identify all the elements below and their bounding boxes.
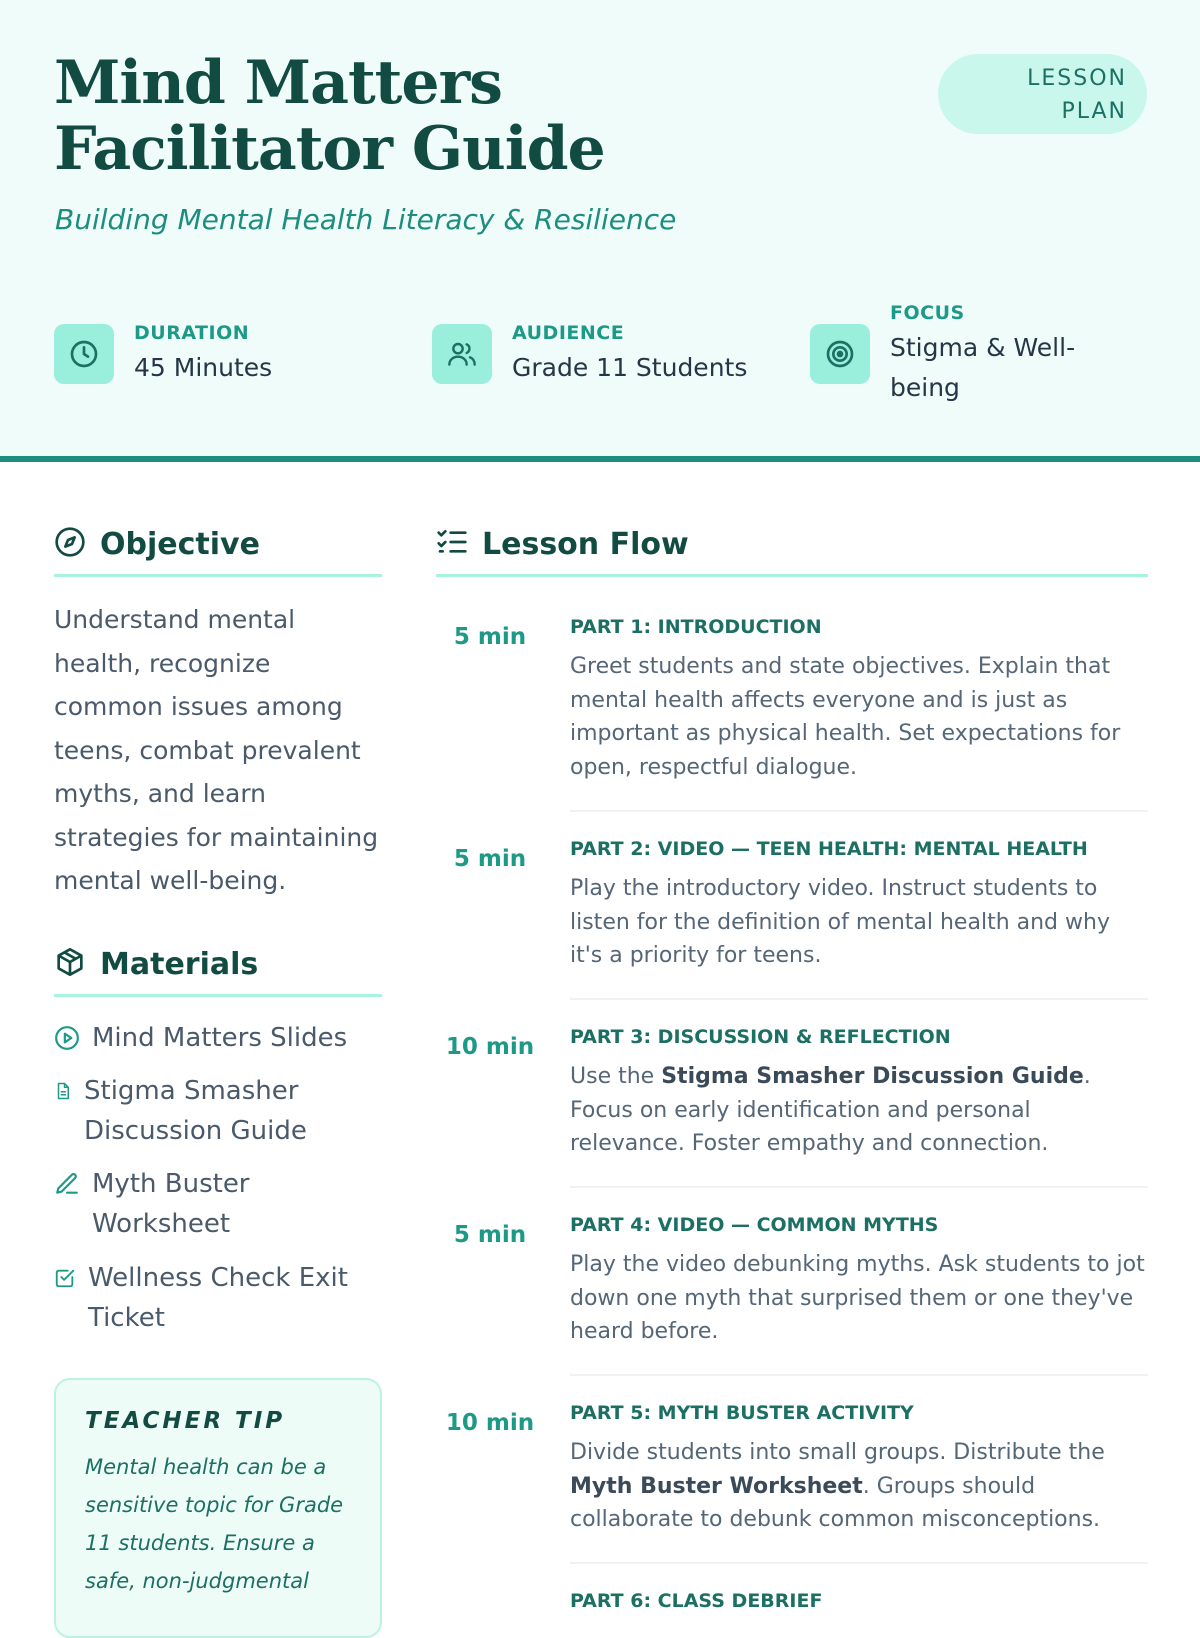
step-description: Greet students and state objectives. Explain that mental health affects everyone and is just as important as physical health. Set expectations for open, respectful dialogue. [570, 654, 1121, 780]
material-label: Stigma Smasher Discussion Guide [84, 1076, 307, 1146]
duration-value: 45 Minutes [134, 353, 273, 382]
step-title: PART 2: VIDEO — TEEN HEALTH: MENTAL HEALTH [570, 838, 1088, 860]
page-title: Mind Matters Facilitator Guide [54, 48, 605, 184]
lesson-plan-badge [938, 54, 1147, 134]
material-label: Wellness Check Exit Ticket [88, 1263, 348, 1333]
step-title: PART 1: INTRODUCTION [570, 616, 822, 638]
checkbox-icon [54, 1258, 78, 1298]
material-label: Myth Buster Worksheet [92, 1169, 250, 1239]
step-time: 5 min [453, 1222, 527, 1248]
badge-line-2: PLAN [1061, 99, 1127, 124]
materials-heading [54, 944, 258, 984]
package-icon [54, 946, 86, 982]
audience-label: AUDIENCE [512, 322, 625, 344]
header-banner [0, 0, 1200, 462]
step-divider [570, 998, 1148, 1000]
step-title: PART 6: CLASS DEBRIEF [570, 1590, 823, 1612]
step-time: 10 min [445, 1410, 535, 1436]
focus-label: FOCUS [890, 302, 965, 324]
teacher-tip-text: Mental health can be a sensitive topic for Grade 11 students. Ensure a safe, non-judgmental [85, 1455, 344, 1593]
step-description: Play the introductory video. Instruct students to listen for the definition of mental health and why it's a priority for teens. [570, 876, 1110, 968]
audience-value: Grade 11 Students [512, 353, 748, 382]
step-divider [570, 810, 1148, 812]
material-item [54, 1164, 292, 1244]
badge-line-1: LESSON [1027, 66, 1127, 91]
objective-heading-text: Objective [100, 526, 260, 562]
document-icon [54, 1071, 74, 1111]
step-title: PART 3: DISCUSSION & REFLECTION [570, 1026, 951, 1048]
step-description: Divide students into small groups. Distribute the Myth Buster Worksheet. Groups should collaborate to debunk common misconceptions. [570, 1440, 1105, 1532]
material-label: Mind Matters Slides [92, 1023, 348, 1053]
lesson-flow-divider [436, 574, 1148, 577]
users-icon [432, 324, 492, 384]
step-divider [570, 1562, 1148, 1564]
compass-icon [54, 526, 86, 562]
play-circle-icon [54, 1018, 82, 1058]
checklist-icon [436, 526, 468, 562]
step-time: 5 min [453, 624, 527, 650]
page-subtitle: Building Mental Health Literacy & Resilience [55, 203, 677, 236]
step-divider [570, 1186, 1148, 1188]
clock-icon [54, 324, 114, 384]
objective-heading [54, 524, 260, 564]
target-icon [810, 324, 870, 384]
material-item [54, 1071, 334, 1151]
step-time: 10 min [445, 1034, 535, 1060]
step-description: Use the Stigma Smasher Discussion Guide. Focus on early identification and personal relevance. Foster empathy and connection. [570, 1064, 1091, 1156]
lesson-flow-heading-text: Lesson Flow [482, 526, 689, 562]
step-time: 5 min [453, 846, 527, 872]
material-item [54, 1258, 358, 1338]
pencil-icon [54, 1164, 82, 1204]
step-divider [570, 1374, 1148, 1376]
focus-value: Stigma & Well-being [890, 333, 1076, 402]
material-item [54, 1018, 347, 1058]
teacher-tip-box [54, 1378, 382, 1638]
materials-heading-text: Materials [100, 946, 259, 982]
materials-divider [54, 994, 382, 997]
lesson-flow-heading [436, 524, 689, 564]
duration-label: DURATION [134, 322, 250, 344]
step-description: Play the video debunking myths. Ask students to jot down one myth that surprised them or one they've heard before. [570, 1252, 1145, 1344]
objective-divider [54, 574, 382, 577]
objective-text: Understand mental health, recognize common issues among teens, combat prevalent myths, and learn strategies for maintaining mental well-being. [54, 605, 379, 895]
teacher-tip-title: TEACHER TIP [85, 1408, 286, 1434]
step-title: PART 4: VIDEO — COMMON MYTHS [570, 1214, 939, 1236]
step-title: PART 5: MYTH BUSTER ACTIVITY [570, 1402, 914, 1424]
